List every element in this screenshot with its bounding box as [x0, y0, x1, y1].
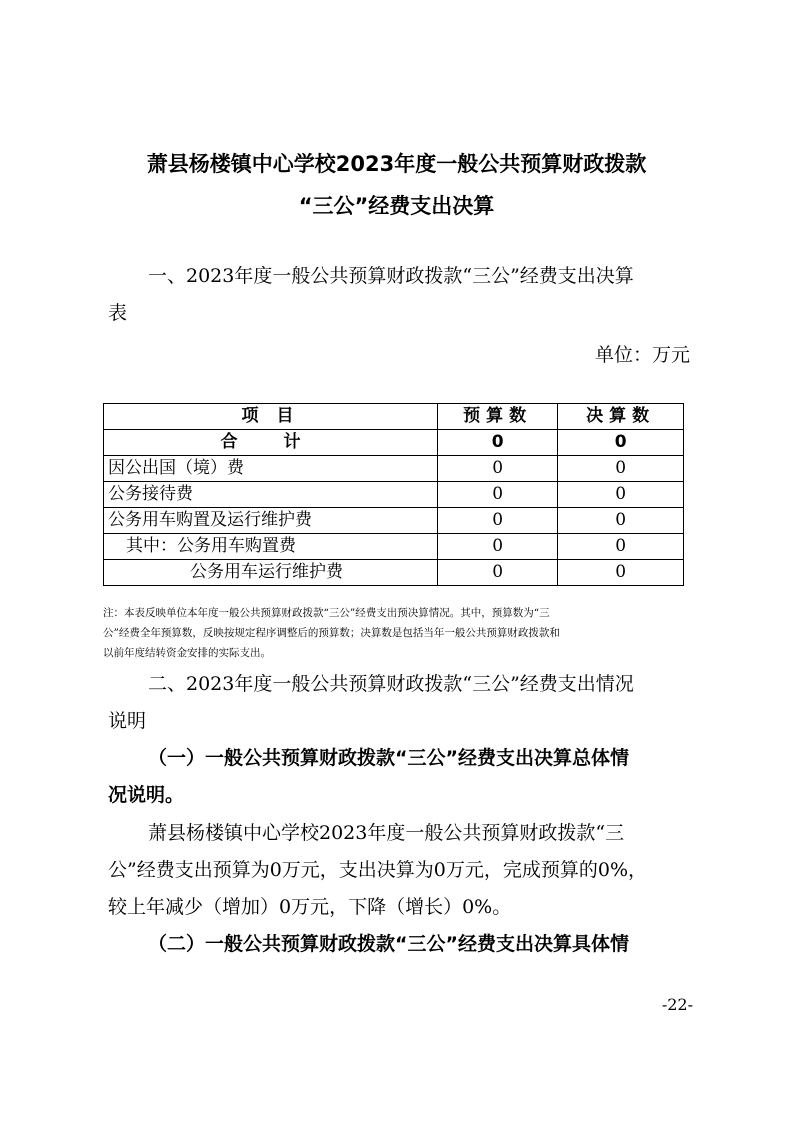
- table-note: [103, 603, 693, 663]
- row-item: 公务用车运行维护费: [104, 560, 438, 586]
- row-budget: 0: [438, 508, 558, 534]
- header-final: 决算数: [558, 404, 684, 430]
- unit-label: 单位：万元: [594, 344, 690, 366]
- subsection2-heading: （二）一般公共预算财政拨款“三公”经费支出决算具体情: [148, 933, 629, 955]
- note-line: 注：本表反映单位本年度一般公共预算财政拨款“三公”经费支出预决算情况。其中，预算数为“三: [103, 607, 550, 619]
- body-paragraph-line2: 公”经费支出预算为0万元，支出决算为0万元，完成预算的0%，: [108, 859, 648, 881]
- section2-heading: 二、2023年度一般公共预算财政拨款“三公”经费支出情况: [148, 673, 634, 695]
- row-final: 0: [558, 508, 684, 534]
- row-budget: 0: [438, 560, 558, 586]
- note-line: 公”经费全年预算数，反映按规定程序调整后的预算数；决算数是包括当年一般公共预算财政拨款和: [103, 627, 560, 639]
- document-title-line2: “三公”经费支出决算: [298, 194, 495, 218]
- row-final: 0: [558, 534, 684, 560]
- table-row-total: [104, 430, 684, 456]
- header-item: 项 目: [104, 404, 438, 430]
- note-line: 以前年度结转资金安排的实际支出。: [103, 647, 271, 659]
- document-title-line1: 萧县杨楼镇中心学校2023年度一般公共预算财政拨款: [146, 152, 647, 176]
- body-paragraph-line1: 萧县杨楼镇中心学校2023年度一般公共预算财政拨款“三: [148, 822, 625, 844]
- row-budget: 0: [438, 482, 558, 508]
- section1-heading: 一、2023年度一般公共预算财政拨款“三公”经费支出决算: [148, 265, 634, 287]
- row-final: 0: [558, 456, 684, 482]
- expense-table: [103, 403, 684, 586]
- row-final: 0: [558, 482, 684, 508]
- subsection1-heading: （一）一般公共预算财政拨款“三公”经费支出决算总体情: [148, 747, 629, 769]
- table-row: [104, 508, 684, 534]
- row-final: 0: [558, 560, 684, 586]
- row-final: 0: [558, 430, 684, 456]
- row-item: 合 计: [104, 430, 438, 456]
- page-number: -22-: [661, 995, 693, 1014]
- header-budget: 预算数: [438, 404, 558, 430]
- section1-heading-cont: 表: [108, 302, 128, 324]
- section2-heading-cont: 说明: [108, 710, 147, 732]
- table-row: [104, 456, 684, 482]
- row-budget: 0: [438, 534, 558, 560]
- table-row: [104, 482, 684, 508]
- table-row: [104, 534, 684, 560]
- table-header-row: [104, 404, 684, 430]
- row-budget: 0: [438, 430, 558, 456]
- row-item: 其中：公务用车购置费: [104, 534, 438, 560]
- row-item: 公务用车购置及运行维护费: [104, 508, 438, 534]
- subsection1-heading-cont: 况说明。: [108, 784, 185, 806]
- row-item: 公务接待费: [104, 482, 438, 508]
- row-item: 因公出国（境）费: [104, 456, 438, 482]
- table-row: [104, 560, 684, 586]
- row-budget: 0: [438, 456, 558, 482]
- body-paragraph-line3: 较上年减少（增加）0万元，下降（增长）0%。: [108, 896, 512, 918]
